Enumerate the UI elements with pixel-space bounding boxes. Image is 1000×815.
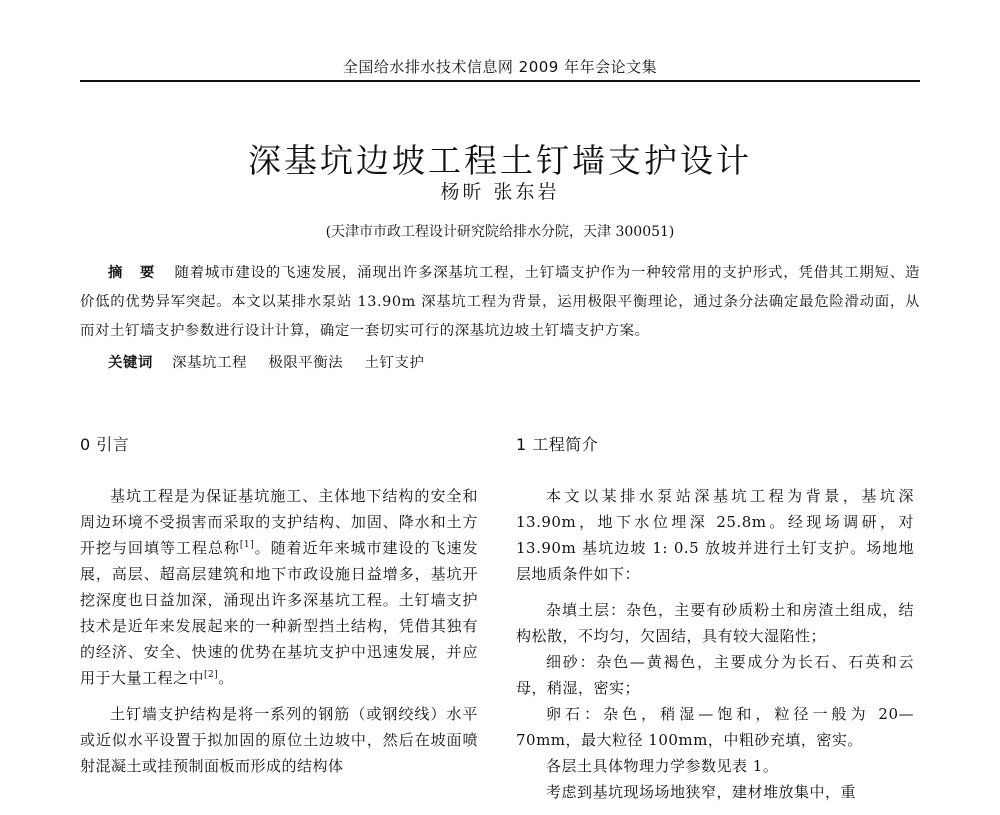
- overview-paragraph-cont: 考虑到基坑现场场地狭窄，建材堆放集中，重: [546, 783, 857, 801]
- left-column: [80, 432, 478, 789]
- running-header: 全国给水排水技术信息网 2009 年年会论文集: [342, 58, 658, 76]
- intro-text-b: 。随着近年来城市建设的飞速发展，高层、超高层建筑和地下市政设施日益增多，基坑开挖深度也日益加深，涌现出许多深基坑工程。土钉墙支护技术是近年来发展起来的一种新型挡土结构，凭借其独有的经济、安全、快速的优势在基坑支护中迅速发展，并应用于大量工程之中: [80, 539, 478, 687]
- table-reference: 各层土具体物理力学参数见表 1。: [546, 757, 779, 775]
- section-heading-overview: 1 工程简介: [516, 435, 599, 454]
- keywords-label: 关键词: [108, 354, 153, 371]
- soil-layer-gravel: 卵石：杂色，稍湿—饱和，粒径一般为 20—70mm，最大粒径 100mm，中粗砂充填，密实。: [516, 705, 914, 749]
- intro-text-a: 基坑工程是为保证基坑施工、主体地下结构的安全和周边环境不受损害而采取的支护结构、加固、降水和土方开挖与回填等工程总称: [80, 487, 478, 557]
- keyword: 极限平衡法: [268, 355, 344, 371]
- abstract-label: 摘 要: [108, 264, 161, 281]
- section-heading-intro: 0 引言: [80, 435, 130, 454]
- soil-layer-fill: 杂填土层：杂色，主要有砂质粉土和房渣土组成，结构松散，不均匀，欠固结，具有较大湿陷性；: [516, 601, 914, 645]
- soil-layer-sand: 细砂：杂色—黄褐色，主要成分为长石、石英和云母，稍湿，密实；: [516, 653, 914, 697]
- right-column: [516, 432, 914, 815]
- abstract: [80, 258, 920, 378]
- keyword: 深基坑工程: [172, 355, 248, 371]
- authors: 杨昕 张东岩: [440, 181, 560, 203]
- keywords: [80, 348, 920, 378]
- intro-text-c: 。: [218, 669, 234, 687]
- abstract-body: [80, 258, 920, 346]
- intro-paragraph-1: [80, 483, 478, 691]
- affiliation: (天津市市政工程设计研究院给排水分院，天津 300051): [325, 224, 675, 240]
- keyword: 土钉支护: [364, 355, 425, 371]
- abstract-text: 随着城市建设的飞速发展，涌现出许多深基坑工程，土钉墙支护作为一种较常用的支护形式，凭借其工期短、造价低的优势异军突起。本文以某排水泵站 13.90m 深基坑工程为背景，运用极限平衡理论，通过条分法确定最危险滑动面，从而对土钉墙支护参数进行设计计算，确定一套切实可行的深基坑边坡土钉墙支护方案。: [80, 265, 920, 339]
- overview-paragraph-1: 本文以某排水泵站深基坑工程为背景，基坑深13.90m，地下水位埋深 25.8m。经现场调研，对13.90m 基坑边坡 1: 0.5 放坡并进行土钉支护。场地地层地质条件如下：: [516, 487, 914, 583]
- citation-ref: [2]: [204, 670, 219, 680]
- citation-ref: [1]: [239, 540, 255, 550]
- paper-title: 深基坑边坡工程土钉墙支护设计: [248, 141, 752, 181]
- header-rule: [80, 80, 920, 82]
- intro-paragraph-2: 土钉墙支护结构是将一系列的钢筋（或钢绞线）水平或近似水平设置于拟加固的原位土边坡中，然后在坡面喷射混凝土或挂预制面板而形成的结构体: [80, 705, 478, 775]
